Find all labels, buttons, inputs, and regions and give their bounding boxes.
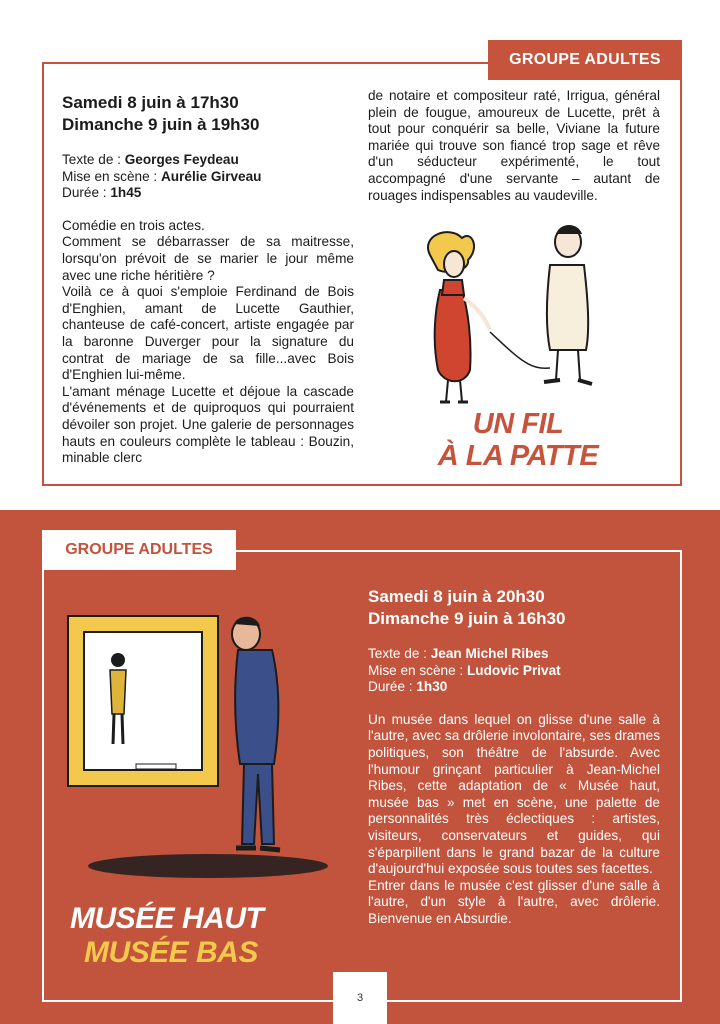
museum-illustration bbox=[58, 604, 348, 894]
show-date-2: Dimanche 9 juin à 16h30 bbox=[368, 609, 566, 628]
credit-author: Texte de : Jean Michel Ribes bbox=[368, 646, 549, 661]
title-line: MUSÉE BAS bbox=[84, 936, 258, 969]
body-paragraph: de notaire et compositeur raté, Irrigua, général plein de fougue, amoureux de Lucette, prêt à tout pour conquérir sa belle, Viviane la future mariée qui trouve son fiancé trop sage et rêve d'un séducteur expérimenté, le tout accompagné d'une servante – autant de rouages indispensables au vaudeville. bbox=[368, 88, 660, 203]
top-section bbox=[0, 0, 720, 510]
body-paragraph: L'amant ménage Lucette et déjoue la cascade d'événements et de quiproquos qui pourraient dévoiler son projet. Une galerie de personnages hauts en couleurs complète le tableau : Bouzin, minable clerc bbox=[62, 383, 354, 466]
show-info-left-column bbox=[62, 92, 354, 467]
credit-director: Mise en scène : Aurélie Girveau bbox=[62, 168, 262, 184]
body-paragraph: Entrer dans le musée c'est glisser d'une salle à l'autre, d'un style à l'autre, avec drôlerie. Bienvenue en Absurdie. bbox=[368, 877, 660, 926]
category-badge-bottom: GROUPE ADULTES bbox=[42, 530, 236, 570]
show-info-right-column bbox=[368, 88, 660, 204]
show-title-un-fil-a-la-patte bbox=[418, 408, 618, 472]
credit-duration: Durée : 1h45 bbox=[62, 185, 142, 201]
credit-author: Texte de : Georges Feydeau bbox=[62, 152, 239, 167]
credit-duration: Durée : 1h30 bbox=[368, 679, 448, 695]
title-line: MUSÉE HAUT bbox=[70, 902, 264, 935]
bottom-section bbox=[0, 510, 720, 1024]
show-date-2: Dimanche 9 juin à 19h30 bbox=[62, 115, 260, 134]
credit-director: Mise en scène : Ludovic Privat bbox=[368, 662, 561, 678]
category-badge-top: GROUPE ADULTES bbox=[488, 40, 682, 80]
page-number: 3 bbox=[333, 972, 387, 1024]
show-date-1: Samedi 8 juin à 17h30 bbox=[62, 93, 239, 112]
body-paragraph: Un musée dans lequel on glisse d'une salle à l'autre, avec sa drôlerie involontaire, ses drames politiques, son théâtre de l'absurde. Avec l'humour grinçant particulier à Jean-Michel Ribes, cette adaptation de « Musée haut, musée bas » met en scène, une palette de personnalités très éclectiques : artistes, visiteurs, conservateurs et guides, qui s'éparpillent dans le grand bazar de la culture d'aujourd'hui exposée sous toutes ses facettes. bbox=[368, 711, 660, 877]
couple-illustration bbox=[410, 220, 610, 420]
show-date-1: Samedi 8 juin à 20h30 bbox=[368, 587, 545, 606]
show-info-column bbox=[368, 586, 660, 928]
body-paragraph: Comédie en trois actes. bbox=[62, 217, 205, 233]
body-paragraph: Voilà ce à quoi s'emploie Ferdinand de Bois d'Enghien, amant de Lucette Gauthier, chanteuse de café-concert, artiste engagée par la baronne Duverger pour la signature du contrat de mariage de sa fille...avec Bois d'Enghien lui-même. bbox=[62, 284, 354, 383]
title-line: À LA PATTE bbox=[437, 440, 599, 472]
body-paragraph: Comment se débarrasser de sa maitresse, lorsqu'on prévoit de se marier le jour même avec une riche héritière ? bbox=[62, 234, 354, 283]
show-title-musee-haut-musee-bas bbox=[70, 902, 330, 970]
title-line: UN FIL bbox=[472, 408, 564, 440]
